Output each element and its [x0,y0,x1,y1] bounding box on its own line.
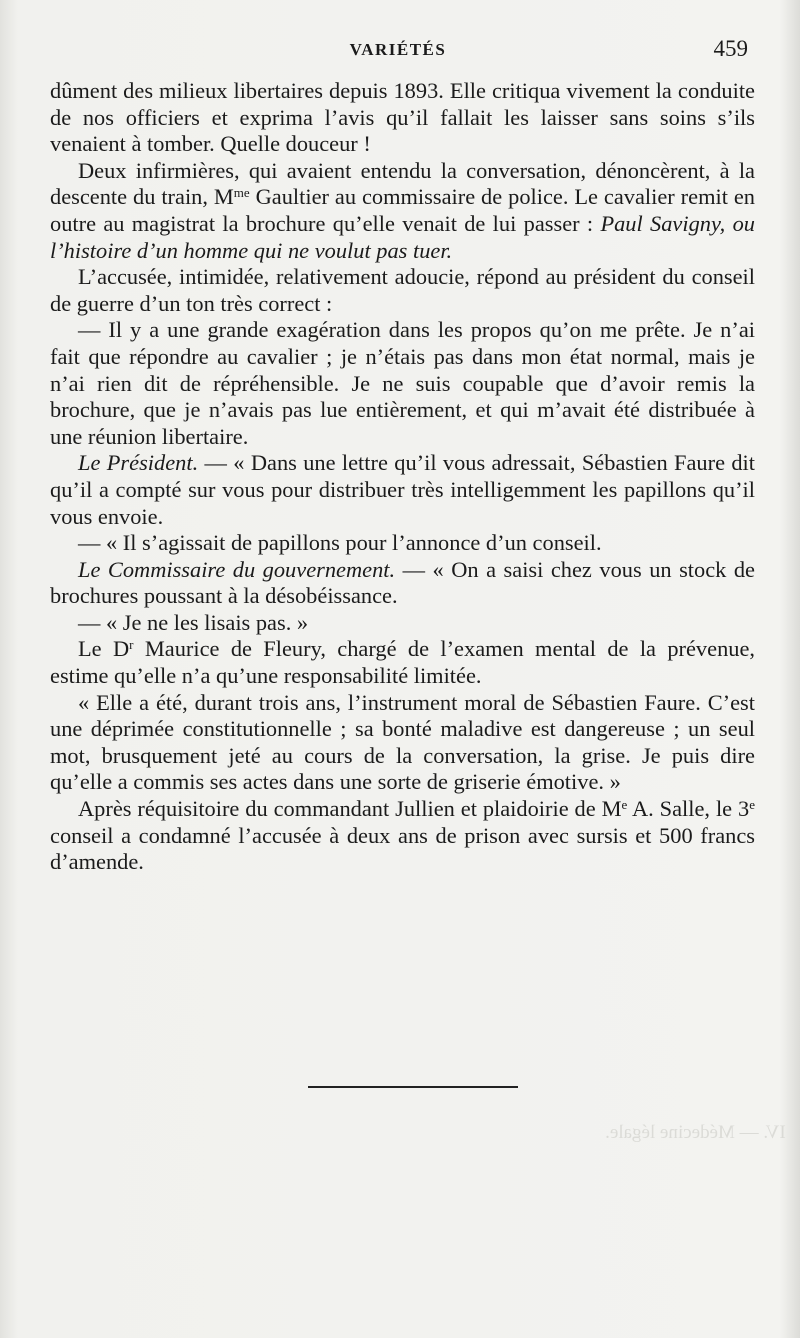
page-number: 459 [713,36,748,61]
paragraph: Le Commissaire du gouvernement. — « On a saisi chez vous un stock de brochures poussant à la désobéissance. [50,556,756,609]
paragraph: Deux infirmières, qui avaient entendu la conversation, dénoncèrent, à la descente du train, $M^{me}$ Gaultier au commissaire de police. Le cavalier remit en outre au magistrat la brochure qu’elle venait de lui passer : Paul Savigny, ou l’histoire d’un homme qui ne voulut pas tuer. [50,157,755,263]
brochure-title: Paul Savigny, ou l’histoire d’un homme qui ne voulut pas tuer. [50,210,755,263]
speaker-label: Le Commissaire du gouvernement. [78,556,396,582]
article-body [50,78,755,876]
paragraph: dûment des milieux libertaires depuis 1893. Elle critiqua vivement la conduite de nos officiers et exprima l’avis qu’il fallait les laisser sans soins s’ils venaient à tomber. Quelle douceur ! [50,78,755,157]
paragraph: — « Je ne les lisais pas. » [78,609,309,635]
bleed-through-text: IV. — Médecine légale. [605,1122,800,1143]
paragraph: L’accusée, intimidée, relativement adoucie, répond au président du conseil de guerre d’un ton très correct : [50,264,755,316]
paragraph: Après réquisitoire du commandant Jullien et plaidoirie de Me A. Salle, le 3e conseil a condamné l’accusée à deux ans de prison avec sursis et 500 francs d’amende. [50,796,755,875]
speaker-label: Le Président. [78,450,199,476]
paragraph: — Il y a une grande exagération dans les propos qu’on me prête. Je n’ai fait que répondre au cavalier ; je n’étais pas dans mon état normal, mais je n’ai rien dit de répréhensible. Je ne suis coupable que d’avoir remis la brochure, que je n’avais pas lue entièrement, et qui m’avait été distribuée à une réunion libertaire. [50,317,755,449]
paragraph: Le Président. — « Dans une lettre qu’il vous adressait, Sébastien Faure dit qu’il a compté sur vous pour distribuer très intelligemment les papillons qu’il vous envoie. [50,450,756,529]
paragraph: Le $D^r$ Maurice de Fleury, chargé de l’examen mental de la prévenue, estime qu’elle n’a qu’une responsabilité limitée. [50,636,755,689]
running-head: VARIÉTÉS [349,40,447,59]
section-divider [308,1086,518,1088]
paragraph: — « Il s’agissait de papillons pour l’annonce d’un conseil. [78,530,602,556]
quote-paragraph: « Elle a été, durant trois ans, l’instrument moral de Sébastien Faure. C’est une déprimée constitutionnelle ; sa bonté maladive est dangereuse ; un seul mot, brusquement jeté au cours de la conversation, la grise. Je puis dire qu’elle a commis ses actes dans une sorte de griserie émotive. » [50,689,755,795]
page-header [48,36,748,66]
